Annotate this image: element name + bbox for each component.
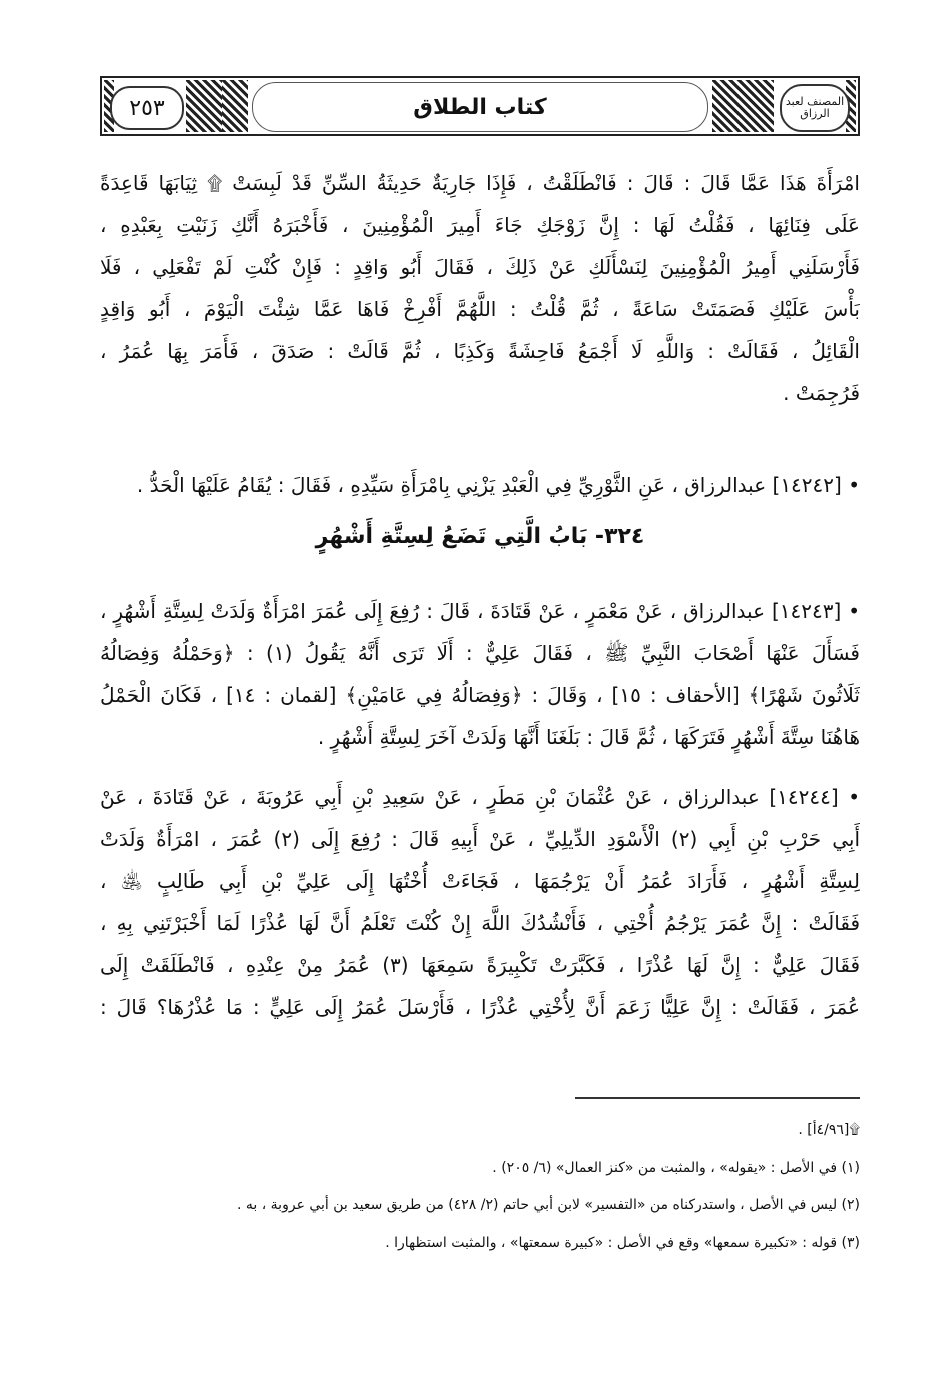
text-line: هَاهُنَا سِتَّةَ أَشْهُرٍ فَتَرَكَهَا ، ثُمَّ قَالَ : بَلَغَنَا أَنَّهَا وَلَدَتْ آخَرَ لِسِتَّةِ أَشْهُرٍ .	[317, 725, 860, 749]
hadith-14243	[100, 590, 860, 758]
footnote-divider	[575, 1097, 860, 1099]
running-title: كتاب الطلاق	[252, 82, 708, 132]
text-line: عَلَى فِنَائِهَا ، فَقُلْتُ لَهَا : إِنَّ زَوْجَكِ جَاءَ أَمِيرَ الْمُؤْمِنِينَ ، فَأَخْبَرَهُ أَنَّكِ زَنَيْتِ بِعَبْدِهِ ،	[100, 213, 860, 237]
text-line: عُمَرَ ، فَقَالَتْ : إِنَّ عَلِيًّا زَعَمَ أَنَّ لِأُخْتِي عُذْرًا ، فَأَرْسَلَ عُمَرُ إِلَى عَلِيٍّ : مَا عُذْرُهَا؟ قَالَ :	[100, 995, 860, 1019]
text-line: بَأْسَ عَلَيْكِ فَصَمَتَتْ سَاعَةً ، ثُمَّ قُلْتُ : اللَّهُمَّ أَفْرِخْ فَاهَا عَمَّا شِئْتَ الْيَوْمَ ، أَبُو وَاقِدٍ	[100, 297, 860, 321]
text-line: الْقَائِلُ ، فَقَالَتْ : وَاللَّهِ لَا أَجْمَعُ فَاحِشَةً وَكَذِبًا ، ثُمَّ قَالَتْ : صَدَقَ ، فَأَمَرَ بِهَا عُمَرُ ،	[100, 339, 860, 363]
page-header	[100, 76, 860, 136]
paragraph	[100, 162, 860, 414]
footnote: (٢) ليس في الأصل ، واستدركناه من «التفسير» لابن أبي حاتم (٢/ ٤٢٨) من طريق سعيد بن أبي عروبة ، به .	[236, 1197, 860, 1213]
text-line: • [١٤٢٤٣] عبدالرزاق ، عَنْ مَعْمَرٍ ، عَنْ قَتَادَةَ ، قَالَ : رُفِعَ إِلَى عُمَرَ امْرَأَةٌ وَلَدَتْ لِسِتَّةِ أَشْهُرٍ ،	[100, 599, 860, 623]
hadith-14244	[100, 776, 860, 1028]
footnote: ۩[٤/٩٦أ] .	[798, 1122, 860, 1138]
text-line: أَبِي حَرْبِ بْنِ أَبِي (٢) الْأَسْوَدِ الدِّيلِيِّ ، عَنْ أَبِيهِ قَالَ : رُفِعَ إِلَى (٢) عُمَرَ ، امْرَأَةٌ وَلَدَتْ	[100, 827, 860, 851]
footnote: (٣) قوله : «تكبيرة سمعها» وقع في الأصل : «كبيرة سمعتها» ، والمثبت استظهارا .	[385, 1234, 860, 1251]
text-line: لِسِتَّةِ أَشْهُرٍ ، فَأَرَادَ عُمَرُ أَنْ يَرْجُمَهَا ، فَجَاءَتْ أُخْتُهَا إِلَى عَلِيِّ بْنِ أَبِي طَالِبٍ ﵁ ،	[100, 869, 860, 893]
text-line: • [١٤٢٤٤] عبدالرزاق ، عَنْ عُثْمَانَ بْنِ مَطَرٍ ، عَنْ سَعِيدِ بْنِ أَبِي عَرُوبَةَ ، عَنْ قَتَادَةَ ، عَنْ	[100, 785, 860, 809]
text-line: فَرُجِمَتْ .	[783, 381, 860, 405]
text-line: ثَلَاثُونَ شَهْرًا﴾ [الأحقاف : ١٥] ، وَقَالَ : ﴿وَفِصَالُهُ فِي عَامَيْنِ﴾ [لقمان : ١٤] ، فَكَانَ الْحَمْلُ	[100, 683, 860, 707]
text-line: • [١٤٢٤٢] عبدالرزاق ، عَنِ الثَّوْرِيِّ فِي الْعَبْدِ يَزْنِي بِامْرَأَةِ سَيِّدِهِ ، فَقَالَ : يُقَامُ عَلَيْهَا الْحَدُّ .	[136, 473, 860, 497]
footnote: (١) في الأصل : «يقوله» ، والمثبت من «كنز العمال» (٦/ ٢٠٥) .	[492, 1159, 860, 1176]
book-logo: المصنف لعبد الرزاق	[780, 84, 850, 132]
ornament	[738, 80, 774, 132]
ornament	[186, 80, 222, 132]
ornament	[712, 80, 738, 132]
text-line: فَسَأَلَ عَنْهَا أَصْحَابَ النَّبِيِّ ﷺ ، فَقَالَ عَلِيٌّ : أَلَا تَرَى أَنَّهُ يَقُولُ (١) : ﴿وَحَمْلُهُ وَفِصَالُهُ	[100, 641, 860, 665]
footnotes	[100, 1112, 860, 1262]
page-number: ٢٥٣	[110, 86, 184, 130]
ornament	[222, 80, 248, 132]
text-line: فَأَرْسَلَنِي أَمِيرُ الْمُؤْمِنِينَ لِنَسْأَلَكِ عَنْ ذَلِكَ ، فَقَالَ أَبُو وَاقِدٍ : فَإِنْ كُنْتِ لَمْ تَفْعَلِي ، فَلَا	[100, 255, 860, 279]
chapter-heading: ٣٢٤- بَابُ الَّتِي تَضَعُ لِسِتَّةِ أَشْهُرٍ	[315, 524, 645, 549]
text-line: فَقَالَتْ : إِنَّ عُمَرَ يَرْجُمُ أُخْتِي ، فَأَنْشُدُكَ اللَّهَ إِنْ كُنْتَ تَعْلَمُ أَنَّ لَهَا عُذْرًا لَمَا أَخْبَرْتَنِي بِهِ ،	[100, 911, 860, 935]
text-line: فَقَالَ عَلِيٌّ : إِنَّ لَهَا عُذْرًا ، فَكَبَّرَتْ تَكْبِيرَةً سَمِعَهَا (٣) عُمَرُ مِنْ عِنْدِهِ ، فَانْطَلَقَتْ إِلَى	[100, 953, 860, 977]
hadith-14242	[100, 464, 860, 506]
text-line: امْرَأَةَ هَذَا عَمَّا قَالَ : قَالَ : فَانْطَلَقْتُ ، فَإِذَا جَارِيَةٌ حَدِيثَةُ السِّنِّ قَدْ لَبِسَتْ ۩ ثِيَابَهَا قَاعِدَةً	[100, 171, 860, 195]
